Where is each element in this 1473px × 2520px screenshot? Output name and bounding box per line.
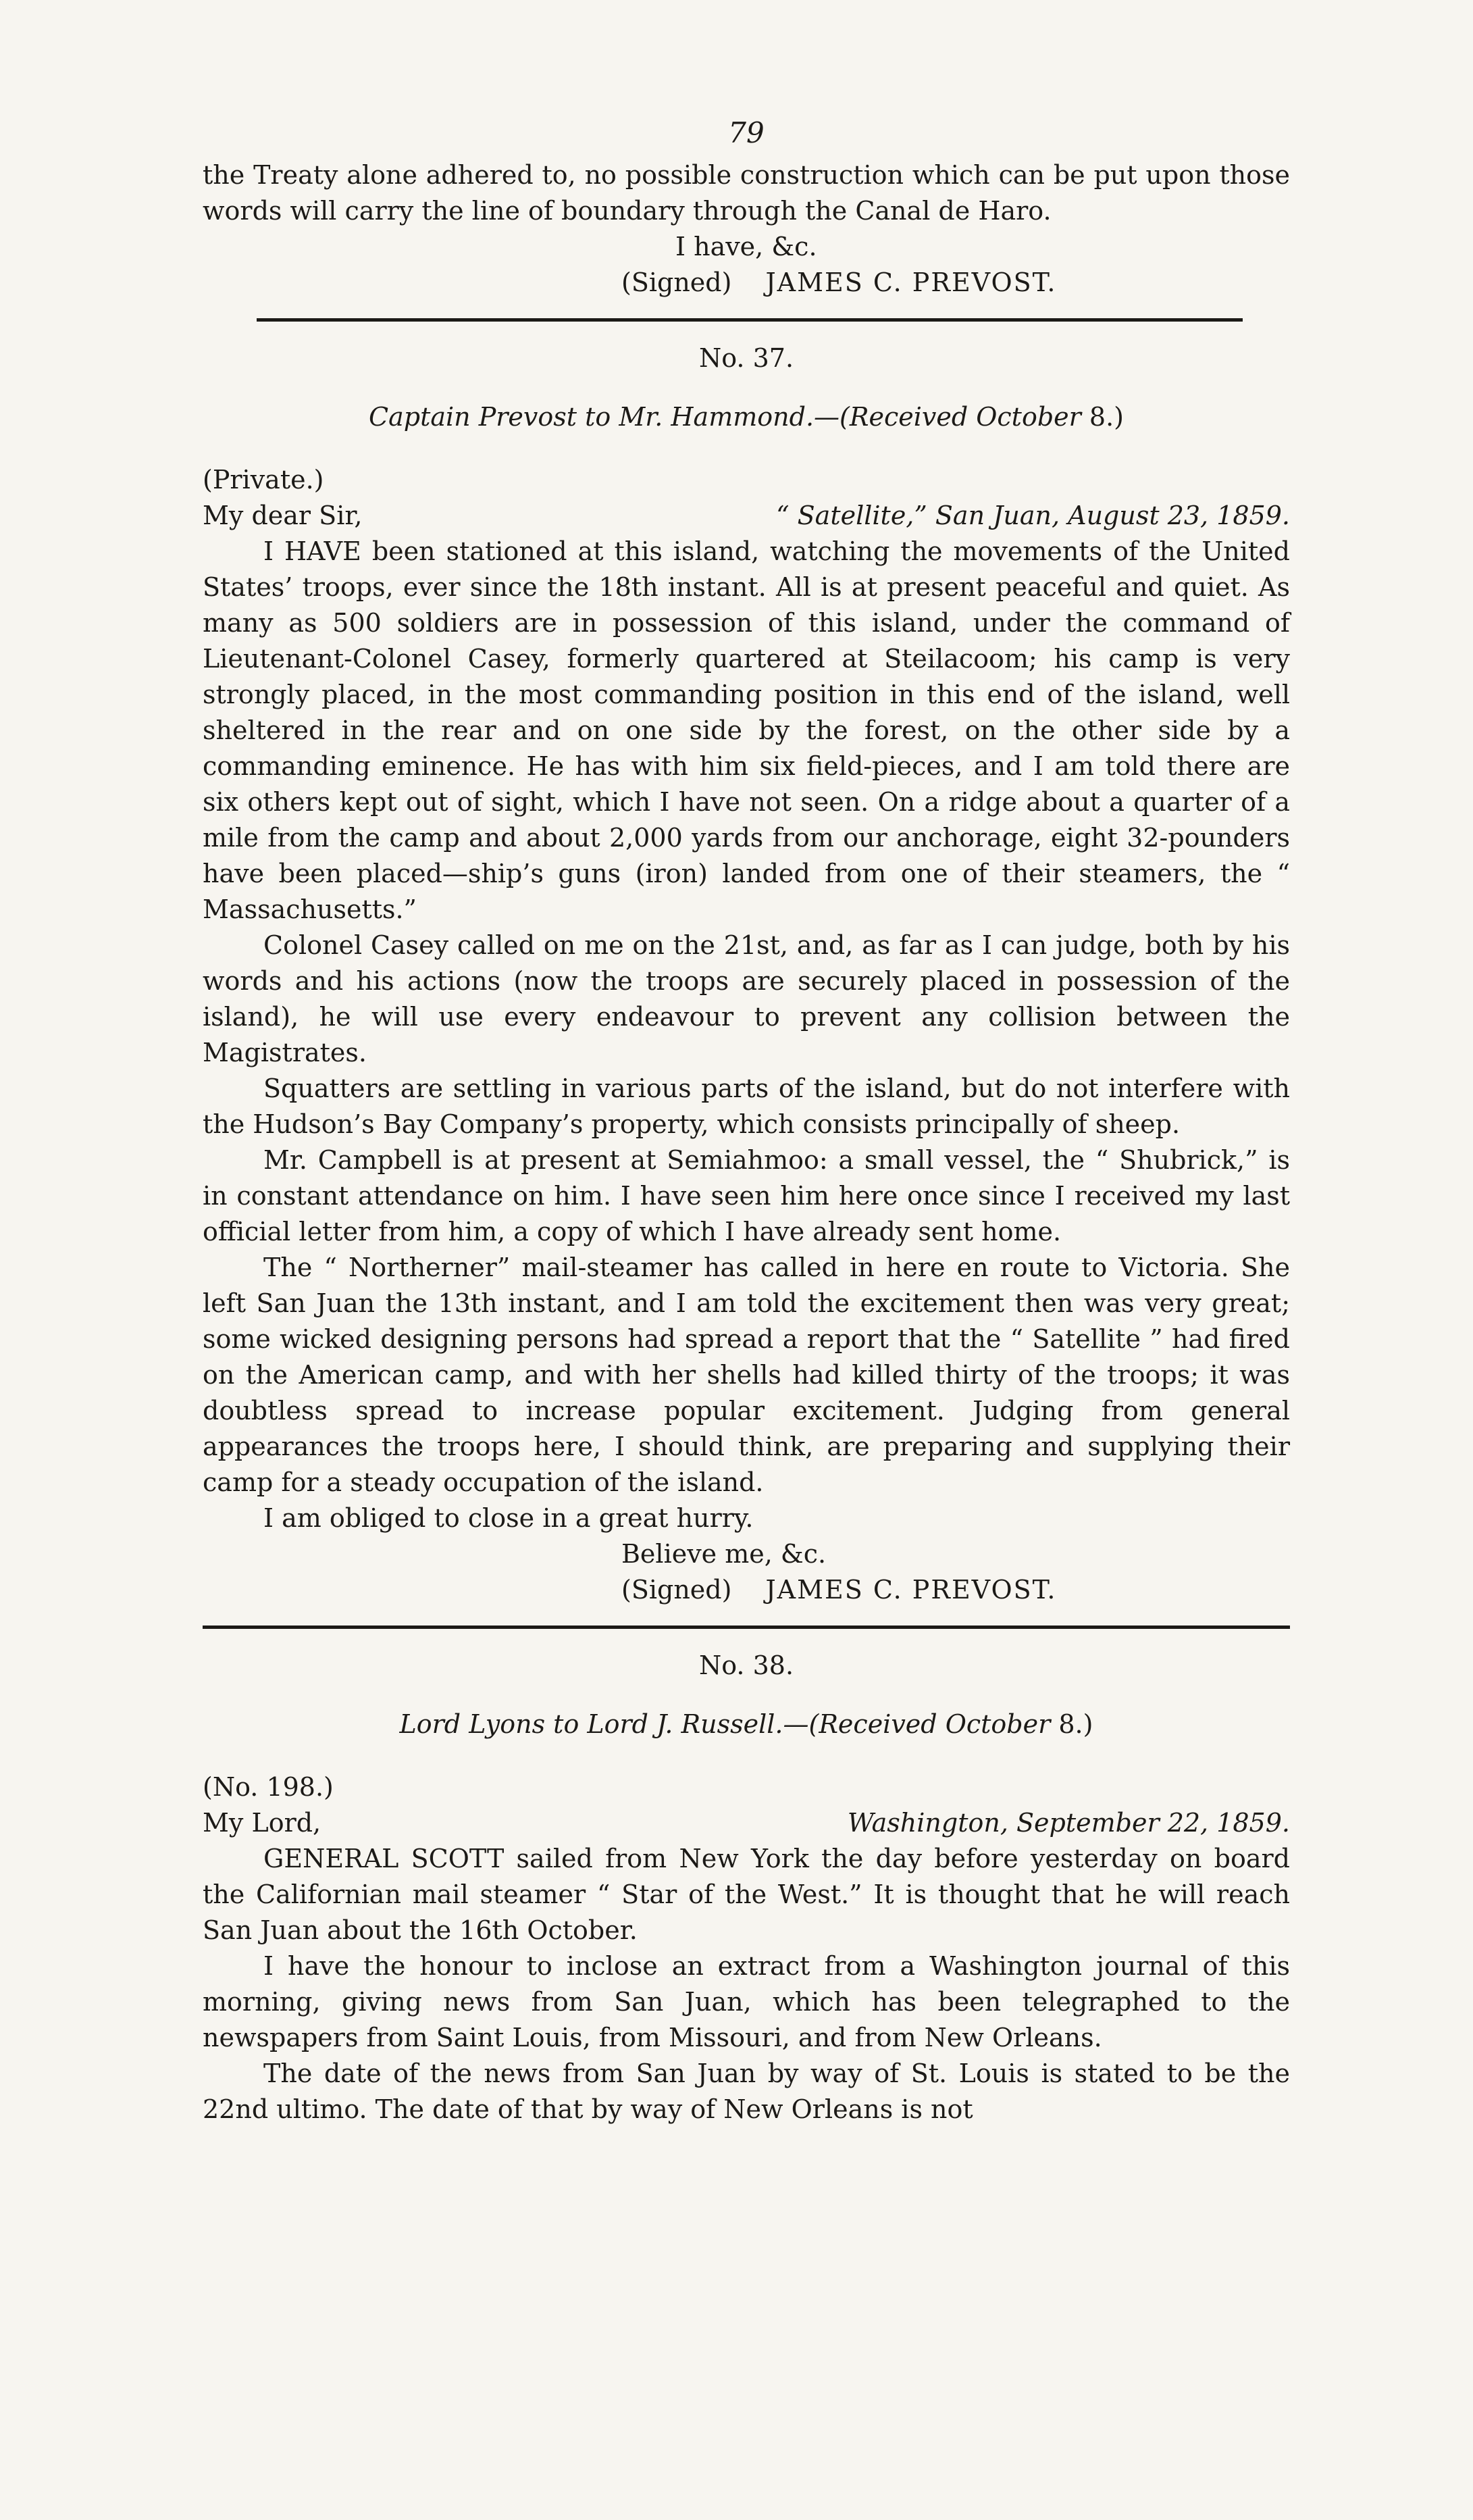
doc-37-paragraph: Colonel Casey called on me on the 21st, and, as far as I can judge, both by his words and his actions (now the troops are securely placed in possession of the island), he will use every endeavour to prevent any collision between the Magistrates. <box>203 930 1290 1067</box>
doc-38-heading-text: Lord Lyons to Lord J. Russell.—(Received October <box>399 1709 1051 1739</box>
section-divider <box>203 1626 1290 1629</box>
signature: JAMES C. PREVOST. <box>765 1575 1057 1605</box>
doc-38-paragraph: The date of the news from San Juan by way of St. Louis is stated to be the 22nd ultimo. The date of that by way of New Orleans is not <box>203 2059 1290 2124</box>
doc-37-heading-text: Captain Prevost to Mr. Hammond.—(Received October <box>369 402 1081 432</box>
section-divider <box>257 318 1243 322</box>
signed-label: (Signed) <box>621 268 732 297</box>
doc-37-paragraph: I am obliged to close in a great hurry. <box>263 1503 754 1533</box>
doc-38-heading-end: 8.) <box>1058 1709 1093 1739</box>
signed-label: (Signed) <box>621 1575 732 1605</box>
document-page <box>203 115 1290 2127</box>
doc-38-dateline: Washington, September 22, 1859. <box>847 1808 1290 1838</box>
doc-37-dateline: “ Satellite,” San Juan, August 23, 1859. <box>776 501 1290 530</box>
doc-37-closing: Believe me, &c. <box>621 1539 827 1569</box>
intro-signature-line <box>621 265 1290 301</box>
intro-closing: I have, &c. <box>675 232 817 261</box>
doc-37-private-mark: (Private.) <box>203 465 324 495</box>
doc-37-paragraph: I HAVE been stationed at this island, watching the movements of the United States’ troops, ever since the 18th instant. All is at present peaceful and quiet. As many as 500 soldiers are in possession of this island, under the command of Lieutenant-Colonel Casey, formerly quartered at Steilacoom; his camp is very strongly placed, in the most commanding position in this end of the island, well sheltered in the rear and on one side by the forest, on the other side by a commanding eminence. He has with him six field-pieces, and I am told there are six others kept out of sight, which I have not seen. On a ridge about a quarter of a mile from the camp and about 2,000 yards from our anchorage, eight 32-pounders have been placed—ship’s guns (iron) landed from one of their steamers, the “ Massachusetts.” <box>203 536 1290 924</box>
doc-38-reference: (No. 198.) <box>203 1772 334 1802</box>
doc-37-paragraph: Squatters are settling in various parts of the island, but do not interfere with the Hudson’s Bay Company’s property, which consists principally of sheep. <box>203 1074 1290 1139</box>
doc-37-salutation-line <box>203 498 1290 534</box>
doc-37-salutation: My dear Sir, <box>203 501 363 530</box>
doc-38-paragraph: I have the honour to inclose an extract from a Washington journal of this morning, giving news from San Juan, which has been telegraphed to the newspapers from Saint Louis, from Missouri, and from New Orleans. <box>203 1951 1290 2052</box>
intro-paragraph: the Treaty alone adhered to, no possible construction which can be put upon those words will carry the line of boundary through the Canal de Haro. <box>203 160 1290 226</box>
doc-37-number: No. 37. <box>698 343 794 373</box>
doc-37-paragraph: The “ Northerner” mail-steamer has called in here en route to Victoria. She left San Juan the 13th instant, and I am told the excitement then was very great; some wicked designing persons had spread a report that the “ Satellite ” had fired on the American camp, and with her shells had killed thirty of the troops; it was doubtless spread to increase popular excitement. Judging from general appearances the troops here, I should think, are preparing and supplying their camp for a steady occupation of the island. <box>203 1253 1290 1497</box>
doc-37-heading <box>203 399 1290 435</box>
signature: JAMES C. PREVOST. <box>765 268 1057 297</box>
doc-38-heading <box>203 1707 1290 1742</box>
doc-37-signature-line <box>621 1572 1290 1608</box>
doc-37-heading-end: 8.) <box>1089 402 1124 432</box>
doc-38-number: No. 38. <box>698 1650 794 1680</box>
doc-38-salutation-line <box>203 1805 1290 1841</box>
doc-38-salutation: My Lord, <box>203 1808 321 1838</box>
doc-37-paragraph: Mr. Campbell is at present at Semiahmoo: a small vessel, the “ Shubrick,” is in constant attendance on him. I have seen him here once since I received my last official letter from him, a copy of which I have already sent home. <box>203 1145 1290 1246</box>
page-number: 79 <box>728 116 765 149</box>
doc-38-paragraph: GENERAL SCOTT sailed from New York the day before yesterday on board the Californian mail steamer “ Star of the West.” It is thought that he will reach San Juan about the 16th October. <box>203 1844 1290 1945</box>
